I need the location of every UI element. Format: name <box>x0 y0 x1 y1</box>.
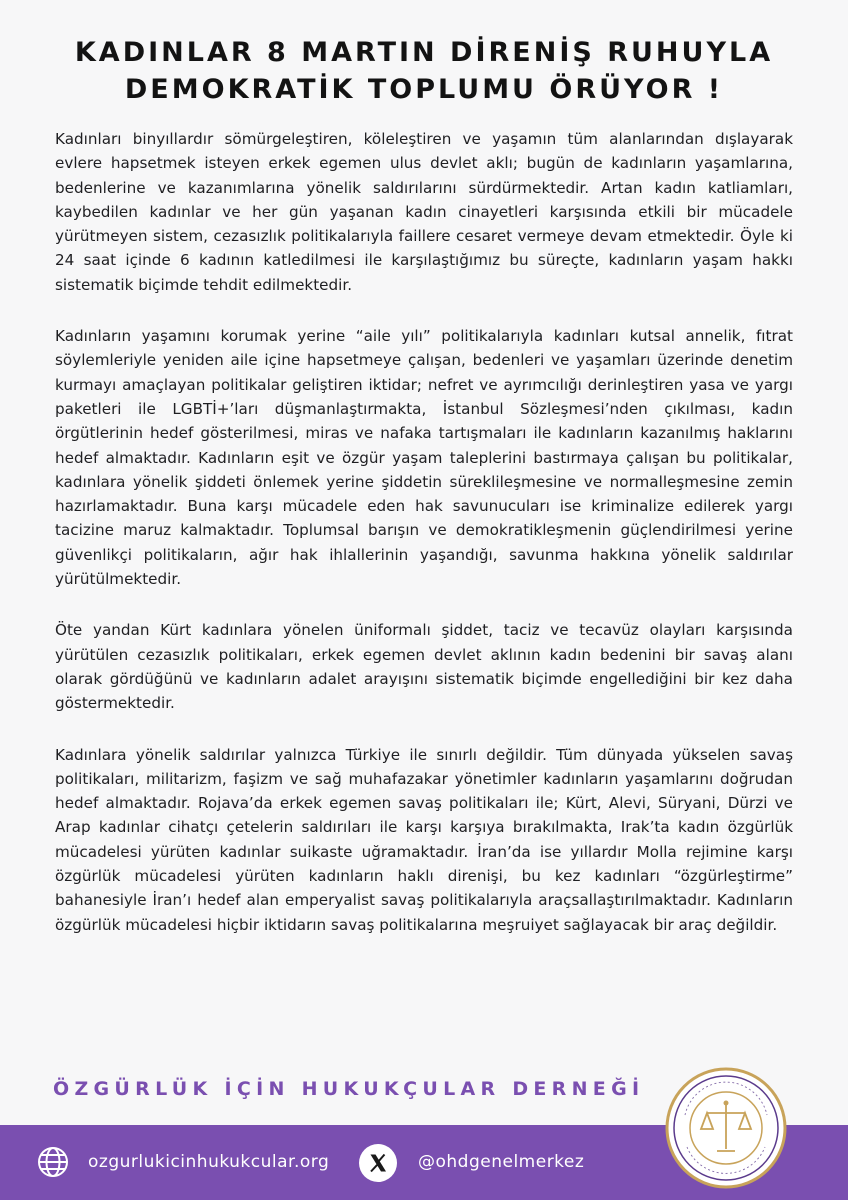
organization-name: ÖZGÜRLÜK İÇİN HUKUKÇULAR DERNEĞİ <box>53 1078 645 1100</box>
social-handle[interactable]: @ohdgenelmerkez <box>418 1152 585 1172</box>
page-title <box>0 34 848 108</box>
globe-icon <box>37 1146 69 1178</box>
paragraph-1: Kadınları binyıllardır sömürgeleştiren, köleleştiren ve yaşamın tüm alanlarından dışlayarak evlere hapsetmek isteyen erkek egemen ulus devlet aklı; bugün de kadınların yaşamlarına, bedenlerine ve kazanımlarına yönelik saldırılarını sürdürmektedir. Artan kadın katliamları, kaybedilen kadınlar ve her gün yaşanan kadın cinayetleri karşısında etkili bir mücadele yürütmeyen sistem, cezasızlık politikalarıyla faillere cesaret vermeye devam etmektedir. Öyle ki 24 saat içinde 6 kadının katledilmesi ile karşılaştığımız bu süreçte, kadınların yaşam hakkı sistematik biçimde tehdit edilmektedir. <box>55 130 793 294</box>
paragraph-4: Kadınlara yönelik saldırılar yalnızca Türkiye ile sınırlı değildir. Tüm dünyada yükselen savaş politikaları, militarizm, faşizm ve sağ muhafazakar yönetimler kadınların yaşamlarını doğrudan hedef almaktadır. Rojava’da erkek egemen savaş politikaları ile; Kürt, Alevi, Süryani, Dürzi ve Arap kadınlar cihatçı çetelerin saldırıları ile karşı karşıya bırakılmakta, Irak’ta kadın özgürlük mücadelesi yürüten kadınlar suikaste uğramaktadır. İran’da ise yıllardır Molla rejimine karşı özgürlük mücadelesi yürüten kadınların haklı direnişi, bu kez kadınları “özgürleştirme” bahanesiyle İran’ı hedef alan emperyalist savaş politikalarıyla araçsallaştırılmaktadır. Kadınların özgürlük mücadelesi hiçbir iktidarın savaş politikalarına meşruiyet sağlayacak bir araç değildir. <box>55 745 793 934</box>
website-link[interactable]: ozgurlukicinhukukcular.org <box>88 1152 330 1172</box>
title-line-1: KADINLAR 8 MARTIN DİRENİŞ RUHUYLA <box>74 37 774 68</box>
title-line-2: DEMOKRATİK TOPLUMU ÖRÜYOR ! <box>124 74 724 105</box>
paragraph-2: Kadınların yaşamını korumak yerine “aile yılı” politikalarıyla kadınları kutsal annelik, fıtrat söylemleriyle yeniden aile içine hapsetmeye çalışan, bedenleri ve yaşamları üzerinde denetim kurmayı amaçlayan politikalar geliştiren iktidar; nefret ve ayrımcılığı derinleştiren yasa ve yargı paketleri ile LGBTİ+’ları düşmanlaştırmakta, İstanbul Sözleşmesi’nden çıkılması, kadın örgütlerinin hedef gösterilmesi, miras ve nafaka tartışmaları ile kadınların kazanılmış haklarını hedef almaktadır. Kadınların eşit ve özgür yaşam taleplerini bastırmaya çalışan bu politikalar, kadınlara yönelik şiddeti önlemek yerine şiddetin süreklileşmesine ve normalleşmesine zemin hazırlamaktadır. Buna karşı mücadele eden hak savunucuları ise kriminalize edilerek yargı tacizine maruz kalmaktadır. Toplumsal barışın ve demokratikleşmenin güçlendirilmesi yerine güvenlikçi politikaların, ağır hak ihlallerinin yaşandığı, savunma hakkına yönelik saldırılar yürütülmektedir. <box>55 327 793 589</box>
association-seal-icon <box>665 1067 787 1189</box>
paragraph-3: Öte yandan Kürt kadınlara yönelen üniformalı şiddet, taciz ve tecavüz olayları karşısında yürütülen cezasızlık politikaları, erkek egemen devlet aklının kadın bedenini bir savaş alanı olarak gördüğünü ve kadınların adalet arayışını sistematik biçimde engellediğini bir kez daha göstermektedir. <box>55 621 793 713</box>
x-logo-icon <box>359 1144 397 1182</box>
statement-body <box>55 127 793 964</box>
